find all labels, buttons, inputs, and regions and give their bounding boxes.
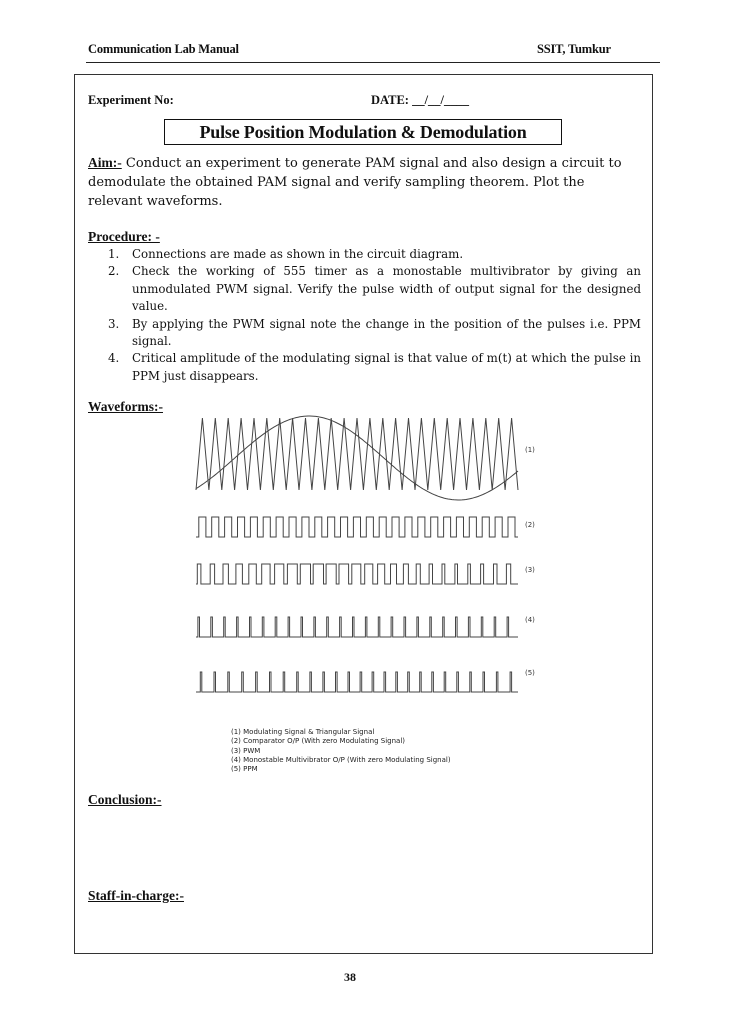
waveform-figure [188,412,538,782]
step-text: Critical amplitude of the modulating signal is that value of m(t) at which the pulse in PPM just disappears. [132,351,641,383]
aim-label: Aim:- [88,155,122,170]
step-number: 4. [108,351,120,366]
ppm-trace [196,672,518,692]
legend-item: (5) PPM [231,765,258,774]
waveforms-heading: Waveforms:- [88,399,163,414]
page-number: 38 [344,970,356,984]
trace-label-2: (2) [525,521,535,529]
conclusion-heading: Conclusion:- [88,792,162,807]
legend-item: (4) Monostable Multivibrator O/P (With zero Modulating Signal) [231,755,451,764]
waveform-legend [231,728,451,774]
monostable-output-trace [196,617,518,637]
step-number: 1. [108,247,120,261]
aim-text: Conduct an experiment to generate PAM signal and also design a circuit to demodulate the obtained PAM signal and verify sampling theorem. Plot the relevant waveforms. [88,156,622,209]
aim-paragraph [88,153,643,211]
step-number: 3. [108,316,120,331]
list-item [108,246,641,263]
triangular-signal-trace [196,418,518,490]
trace-label-1: (1) [525,446,535,454]
step-text: Check the working of 555 timer as a monostable multivibrator by giving an unmodulated PWM signal. Verify the pulse width of output signal for the designed value. [132,264,641,314]
comparator-output-trace [196,517,518,537]
pwm-trace [196,564,518,584]
step-text: By applying the PWM signal note the change in the position of the pulses i.e. PPM signal. [132,316,641,349]
list-item [108,350,641,385]
procedure-list [108,246,641,385]
legend-item: (2) Comparator O/P (With zero Modulating Signal) [231,737,406,746]
trace-label-4: (4) [525,616,535,624]
date-label: DATE: __/__/____ [371,93,470,107]
procedure-heading: Procedure: - [88,229,160,244]
legend-item: (3) PWM [231,746,261,755]
trace-label-3: (3) [525,566,535,574]
trace-label-5: (5) [525,669,535,677]
experiment-number-label: Experiment No: [88,93,174,107]
waveform-diagram [188,412,538,782]
header-rule [86,62,660,63]
list-item [108,263,641,315]
header-institution: SSIT, Tumkur [537,42,611,56]
step-number: 2. [108,264,120,279]
staff-in-charge-heading: Staff-in-charge:- [88,888,184,903]
legend-item: (1) Modulating Signal & Triangular Signal [231,728,375,736]
page-title: Pulse Position Modulation & Demodulation [164,119,562,145]
list-item [108,316,641,351]
step-text: Connections are made as shown in the circuit diagram. [132,247,464,261]
header-manual-title: Communication Lab Manual [88,42,239,56]
